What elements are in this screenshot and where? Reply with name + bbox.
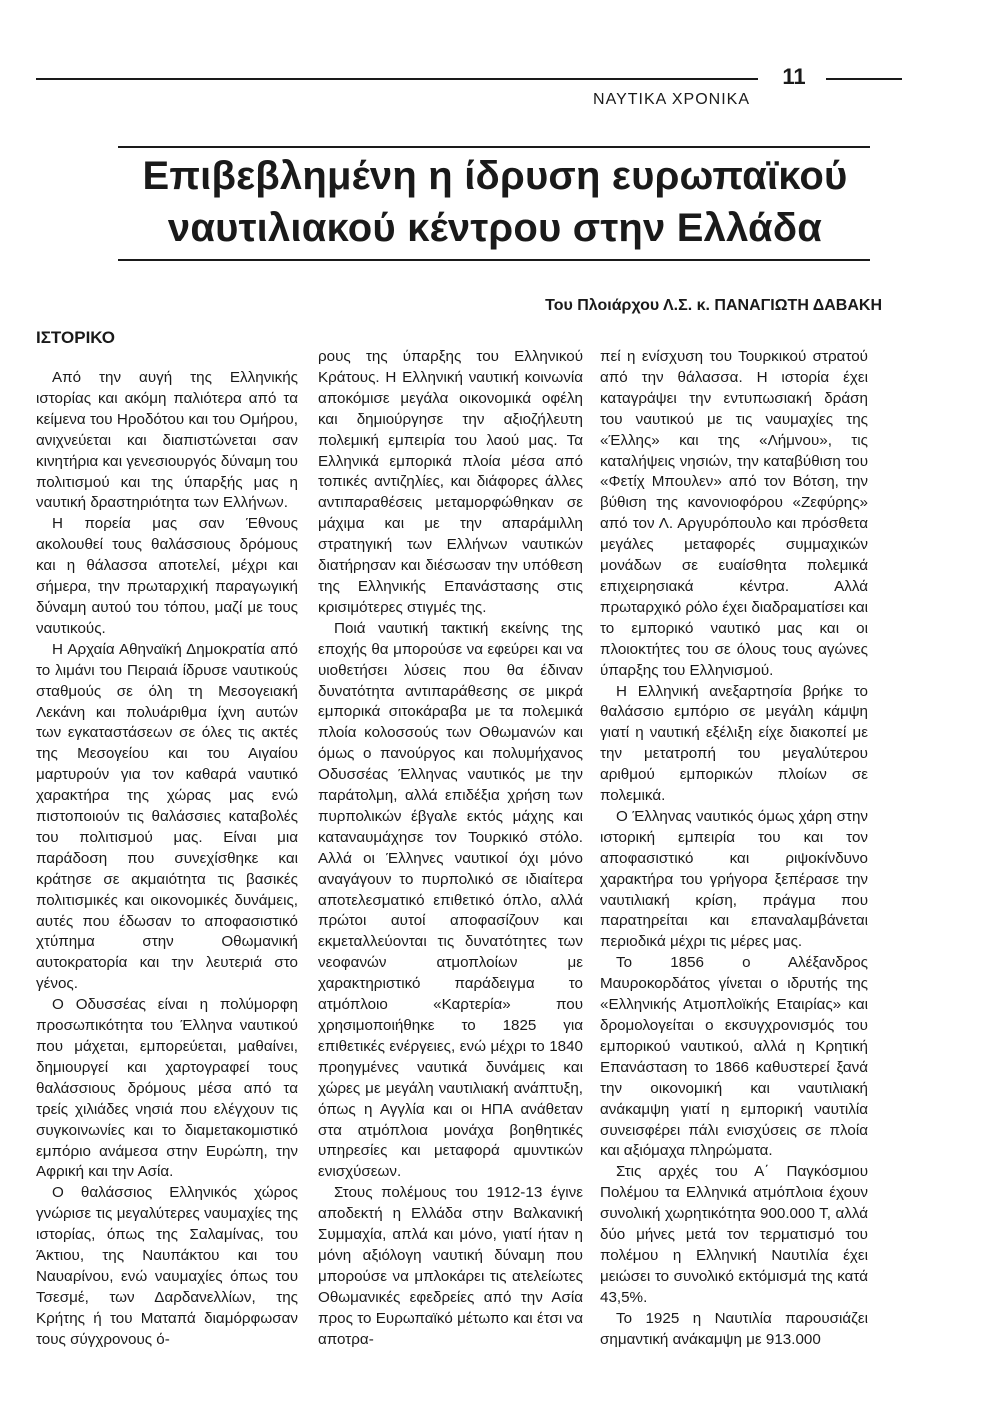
paragraph: Στις αρχές του Α΄ Παγκόσμιου Πολέμου τα Ελληνικά ατμόπλοια έχουν συνολική χωρητικότητα 900.000 Τ, αλλά δύο μήνες μετά τον τερματισμό του πολέμου η Ελληνική Ναυτιλία έχει μειώσει το συνολικό εκτόμισμά της κατά 43,5%.	[600, 1163, 868, 1306]
paragraph: Το 1925 η Ναυτιλία παρουσιάζει σημαντική ανάκαμψη με 913.000	[600, 1309, 868, 1348]
paragraph: Το 1856 ο Αλέξανδρος Μαυροκορδάτος γίνεται ο ιδρυτής της «Ελληνικής Ατμοπλοϊκής Εταιρίας» και δρομολογείται ο εκσυγχρονισμός του εμπορικού ναυτικού, αλλά η Κρητική Επανάσταση το 1866 καθυστερεί ξανά την οικονομική και ναυτιλιακή ανάκαμψη γιατί η εμπορική ναυτιλία συνεισφέρει πάλι ενισχύσεις σε πλοία και αξιόμαχα πληρώματα.	[600, 954, 868, 1160]
paragraph: Η Αρχαία Αθηναϊκή Δημοκρατία από το λιμάνι του Πειραιά ίδρυσε ναυτικούς σταθμούς σε όλη τη Μεσογειακή Λεκάνη και πολυάριθμα ίχνη αυτών των εγκαταστάσεων σε όλες τις ακτές της Μεσογείου και του Αιγαίου μαρτυρούν για τον καθαρά ναυτικό χαρακτήρα της χώρας μας ενώ πιστοποιούν τις θαλάσσιες καταβολές του πολιτισμού μας. Είναι μια παράδοση που συνεχίσθηκε και κράτησε σε ακμαιότητα τις βασικές πολιτισμικές και οικονομικές δυνάμεις, αυτές που έδωσαν το αποφασιστικό χτύπημα στην Οθωμανική αυτοκρατορία και την λευτεριά στο γένος.	[36, 640, 298, 993]
byline: Του Πλοιάρχου Λ.Σ. κ. ΠΑΝΑΓΙΩΤΗ ΔΑΒΑΚΗ	[545, 297, 882, 314]
running-head: ΝΑΥΤΙΚΑ ΧΡΟΝΙΚΑ	[593, 91, 750, 108]
paragraph: Ο Οδυσσέας είναι η πολύμορφη προσωπικότητα του Έλληνα ναυτικού που μάχεται, εμπορεύεται, μαθαίνει, δημιουργεί και χαρτογραφεί τους θαλάσσιους δρόμους μέσα από τα τρείς χιλιάδες νησιά που ελέγχουν τις συγκοινωνίες και το διαμετακομιστικό εμπόριο ανάμεσα στην Ευρώπη, την Αφρική και την Ασία.	[36, 996, 298, 1181]
article-title-line-2: ναυτιλιακού κέντρου στην Ελλάδα	[167, 206, 823, 250]
page-number: 11	[782, 64, 806, 89]
paragraph: Στους πολέμους του 1912-13 έγινε αποδεκτή η Ελλάδα στην Βαλκανική Συμμαχία, απλά και μόνο, γιατί ήταν η μόνη αξιόλογη ναυτική δύναμη που μπορούσε να μπλοκάρει τις ατελείωτες Οθωμανικές εφεδρείες από την Ασία προς το Ευρωπαϊκό μέτωπο και έτσι να αποτρα-	[318, 1184, 583, 1348]
paragraph: Από την αυγή της Ελληνικής ιστορίας και ακόμη παλιότερα από τα κείμενα του Ηροδότου και του Ομήρου, ανιχνεύεται και διαπιστώνεται σαν κινητήρια και γενεσιουργός δύναμη του πολιτισμού και της ύπαρξής μας η ναυτική δραστηριότητα των Ελλήνων.	[36, 369, 298, 512]
paragraph: Η Ελληνική ανεξαρτησία βρήκε το θαλάσσιο εμπόριο σε μεγάλη κάμψη γιατί η ναυτική εξέλιξη είχε διακοπεί με την μετατροπή του μεγαλύτερου αριθμού εμπορικών πλοίων σε πολεμικά.	[600, 682, 868, 805]
paragraph: Ο Έλληνας ναυτικός όμως χάρη στην ιστορική εμπειρία του και τον αποφασιστικό και ριψοκίνδυνο χαρακτήρα του γρήγορα ξεπέρασε την ναυτιλιακή κρίση, πράγμα που παρατηρείται και επαναλαμβάνεται περιοδικά μέχρι τις μέρες μας.	[600, 807, 868, 951]
article-title	[90, 150, 900, 254]
text-column-3	[600, 347, 868, 1351]
header-rule	[36, 78, 758, 80]
title-rule-top	[118, 146, 870, 148]
paragraph: Ποιά ναυτική τακτική εκείνης της εποχής θα μπορούσε να εφεύρει και να υιοθετήσει λύσεις που θα έδιναν δυνατότητα αντιπαράθεσης σε μικρά εμπορικά σιτοκάραβα με τα πολεμικά πλοία κολοσσούς των Οθωμανών και όμως ο πανούργος και πολυμήχανος Οδυσσέας Έλληνας ναυτικός με την παράτολμη, αλλά επιδέξια χρήση των πυρπολικών έβγαλε εκτός μάχης και καταναυμάχησε τον Τουρκικό στόλο. Αλλά οι Έλληνες ναυτικοί όχι μόνο αναγάγουν το πυρπολικό σε ιδιαίτερα αποτελεσματικό επιθετικό όπλο, αλλά πρώτοι αυτοί αποφασίζουν και εκμεταλλεύονται τις δυνατότητες των νεοφανών ατμοπλοίων με χαρακτηριστικό παράδειγμα το ατμόπλοιο «Καρτερία» που χρησιμοποιήθηκε το 1825 για επιθετικές ενέργειες, ενώ μέχρι το 1840 προηγμένες ναυτικά δυνάμεις και χώρες με μεγάλη ναυτιλιακή ανάπτυξη, όπως η Αγγλία και οι ΗΠΑ ανάθεταν στα ατμόπλοια μονάχα βοηθητικές υπηρεσίες και μεταφορά αμυντικών ενισχύσεων.	[318, 619, 583, 1181]
paragraph: ρους της ύπαρξης του Ελληνικού Κράτους. Η Ελληνική ναυτική κοινωνία αποκόμισε μεγάλα οικονομικά οφέλη και δημιούργησε την αξιοζήλευτη πολεμική εμπειρία του λαού μας. Τα Ελληνικά εμπορικά πλοία μέσα από τοπικές αντιζηλίες, και διάφορες άλλες αντιπαραθέσεις μεταμορφώθηκαν σε μάχιμα και με την απαράμιλλη στρατηγική των Ελλήνων ναυτικών διατήρησαν και διέσωσαν την υπόθεση της Ελληνικής Επανάστασης στις κρισιμότερες στιγμές της.	[318, 348, 583, 616]
text-column-2	[318, 347, 583, 1351]
paragraph: πεί η ενίσχυση του Τουρκικού στρατού από την θάλασσα. Η ιστορία έχει καταγράψει την εντυπωσιακή δράση του ναυτικού με τις ναυμαχίες της «Έλλης» και της «Λήμνου», τις καταλήψεις νησιών, την καταβύθιση του «Φετίχ Μπουλεν» από τον Βότση, την βύθιση της κανονιοφόρου «Ζεφύρης» από τον Λ. Αργυρόπουλο και πρόσθετα μεγάλες μεταφορές συμμαχικών μονάδων σε ευαίσθητα πολεμικά επιχειρησιακά κέντρα. Αλλά πρωταρχικό ρόλο έχει διαδραματίσει και το εμπορικό ναυτικό μας και οι πλοιοκτήτες του σε όλους τους αγώνες ύπαρξης του Ελληνισμού.	[600, 348, 869, 679]
paragraph: Ο θαλάσσιος Ελληνικός χώρος γνώρισε τις μεγαλύτερες ναυμαχίες της ιστορίας, όπως της Σαλαμίνας, του Άκτιου, της Ναυπάκτου και του Ναυαρίνου, ενώ ναυμαχίες όπως του Τσεσμέ, των Δαρδανελλίων, της Κρήτης ή του Ματαπά διαμόρφωσαν τους σύγχρονους ό-	[36, 1184, 298, 1348]
article-title-line-1: Επιβεβλημένη η ίδρυση ευρωπαϊκού	[142, 154, 848, 198]
text-column-1	[36, 368, 298, 1351]
header-rule-right	[826, 78, 902, 80]
section-heading: ΙΣΤΟΡΙΚΟ	[36, 328, 116, 347]
title-rule-bottom	[118, 259, 870, 261]
paragraph: Η πορεία μας σαν Έθνους ακολουθεί τους θαλάσσιους δρόμους και η θάλασσα αποτελεί, μέχρι και σήμερα, την πρωταρχική παραγωγική δύναμη αυτού του τόπου, μαζί με τους ναυτικούς.	[36, 515, 298, 637]
